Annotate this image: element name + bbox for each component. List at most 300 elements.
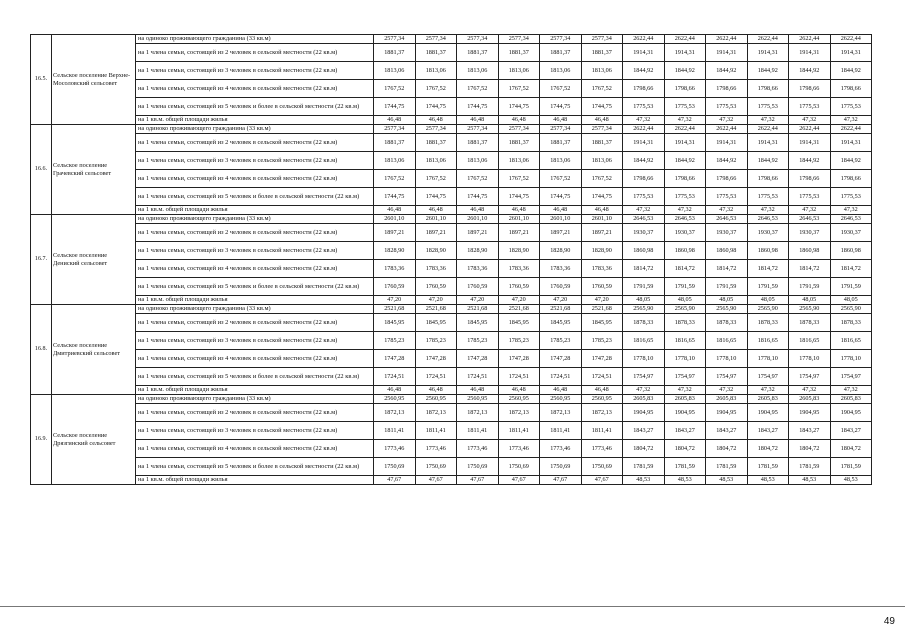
- value-cell: 1904,95: [706, 404, 748, 422]
- value-cell: 46,48: [457, 206, 499, 215]
- value-cell: 1814,72: [706, 260, 748, 278]
- value-cell: 47,20: [457, 296, 499, 305]
- value-cell: 1781,59: [664, 458, 706, 476]
- value-cell: 48,05: [747, 296, 789, 305]
- settlement-name: Сельское поселение Дмитриевский сельсовет: [52, 305, 136, 395]
- value-cell: 1798,66: [623, 80, 665, 98]
- value-cell: 2565,90: [664, 305, 706, 314]
- value-cell: 1897,21: [498, 224, 540, 242]
- value-cell: 1881,37: [457, 44, 499, 62]
- value-cell: 1843,27: [830, 422, 872, 440]
- value-cell: 1930,37: [789, 224, 831, 242]
- value-cell: 1747,28: [415, 350, 457, 368]
- table-row: [31, 440, 872, 458]
- row-description: на 1 члена семьи, состоящей из 5 человек и более в сельской местности (22 кв.м): [136, 278, 374, 296]
- value-cell: 1813,06: [581, 62, 623, 80]
- table-row: [31, 188, 872, 206]
- value-cell: 1872,13: [498, 404, 540, 422]
- value-cell: 47,32: [706, 116, 748, 125]
- row-description: на одиноко проживающего гражданина (33 кв.м): [136, 125, 374, 134]
- value-cell: 1785,23: [374, 332, 416, 350]
- value-cell: 1845,95: [415, 314, 457, 332]
- value-cell: 1783,36: [457, 260, 499, 278]
- table-row: [31, 458, 872, 476]
- value-cell: 1750,69: [498, 458, 540, 476]
- value-cell: 1811,41: [374, 422, 416, 440]
- table-row: [31, 44, 872, 62]
- value-cell: 1798,66: [830, 170, 872, 188]
- table-row: [31, 386, 872, 395]
- value-cell: 47,20: [540, 296, 582, 305]
- value-cell: 1785,23: [415, 332, 457, 350]
- row-description: на 1 кв.м. общей площади жилья: [136, 476, 374, 485]
- value-cell: 48,05: [789, 296, 831, 305]
- value-cell: 1816,65: [623, 332, 665, 350]
- value-cell: 2622,44: [747, 125, 789, 134]
- row-description: на 1 члена семьи, состоящей из 2 человек в сельской местности (22 кв.м): [136, 224, 374, 242]
- value-cell: 1881,37: [540, 134, 582, 152]
- value-cell: 1804,72: [830, 440, 872, 458]
- value-cell: 1804,72: [789, 440, 831, 458]
- value-cell: 1747,28: [498, 350, 540, 368]
- value-cell: 2605,83: [789, 395, 831, 404]
- value-cell: 1828,90: [457, 242, 499, 260]
- tariff-table-sheet: [30, 34, 871, 485]
- value-cell: 2577,34: [374, 35, 416, 44]
- page-number: 49: [883, 616, 895, 627]
- value-cell: 1914,31: [747, 44, 789, 62]
- value-cell: 1844,92: [623, 152, 665, 170]
- value-cell: 2577,34: [540, 125, 582, 134]
- value-cell: 1781,59: [789, 458, 831, 476]
- value-cell: 1860,98: [623, 242, 665, 260]
- value-cell: 47,32: [789, 386, 831, 395]
- value-cell: 1773,46: [581, 440, 623, 458]
- value-cell: 1778,10: [664, 350, 706, 368]
- table-row: [31, 242, 872, 260]
- value-cell: 47,20: [581, 296, 623, 305]
- value-cell: 1860,98: [789, 242, 831, 260]
- row-description: на 1 члена семьи, состоящей из 2 человек в сельской местности (22 кв.м): [136, 314, 374, 332]
- section-number: 16.9.: [31, 395, 52, 485]
- value-cell: 1798,66: [623, 170, 665, 188]
- value-cell: 1767,52: [415, 170, 457, 188]
- row-description: на одиноко проживающего гражданина (33 кв.м): [136, 395, 374, 404]
- value-cell: 2560,95: [415, 395, 457, 404]
- value-cell: 1724,51: [498, 368, 540, 386]
- table-row: [31, 332, 872, 350]
- value-cell: 1744,75: [581, 188, 623, 206]
- value-cell: 1781,59: [706, 458, 748, 476]
- tariff-table: [30, 34, 872, 485]
- value-cell: 1914,31: [789, 134, 831, 152]
- value-cell: 1843,27: [747, 422, 789, 440]
- value-cell: 1844,92: [789, 152, 831, 170]
- value-cell: 2646,53: [623, 215, 665, 224]
- value-cell: 1881,37: [374, 134, 416, 152]
- value-cell: 2601,10: [581, 215, 623, 224]
- value-cell: 1914,31: [747, 134, 789, 152]
- value-cell: 1767,52: [457, 170, 499, 188]
- value-cell: 1872,13: [374, 404, 416, 422]
- value-cell: 1791,59: [830, 278, 872, 296]
- value-cell: 1844,92: [830, 62, 872, 80]
- value-cell: 1775,53: [830, 98, 872, 116]
- value-cell: 1881,37: [540, 44, 582, 62]
- footer-divider: [0, 606, 905, 607]
- row-description: на 1 члена семьи, состоящей из 2 человек в сельской местности (22 кв.м): [136, 134, 374, 152]
- value-cell: 1804,72: [623, 440, 665, 458]
- value-cell: 1744,75: [415, 188, 457, 206]
- value-cell: 1828,90: [498, 242, 540, 260]
- section-number: 16.6.: [31, 125, 52, 215]
- value-cell: 1750,69: [374, 458, 416, 476]
- value-cell: 1881,37: [581, 44, 623, 62]
- table-row: [31, 80, 872, 98]
- row-description: на 1 члена семьи, состоящей из 4 человек в сельской местности (22 кв.м): [136, 80, 374, 98]
- table-row: [31, 395, 872, 404]
- value-cell: 1881,37: [415, 134, 457, 152]
- value-cell: 2560,95: [457, 395, 499, 404]
- row-description: на 1 члена семьи, состоящей из 4 человек в сельской местности (22 кв.м): [136, 260, 374, 278]
- value-cell: 1914,31: [664, 44, 706, 62]
- value-cell: 47,32: [830, 386, 872, 395]
- value-cell: 1813,06: [498, 62, 540, 80]
- table-row: [31, 98, 872, 116]
- value-cell: 1878,33: [664, 314, 706, 332]
- value-cell: 1914,31: [830, 134, 872, 152]
- value-cell: 1930,37: [830, 224, 872, 242]
- table-row: [31, 314, 872, 332]
- value-cell: 47,32: [664, 116, 706, 125]
- value-cell: 1845,95: [374, 314, 416, 332]
- table-body: [31, 35, 872, 485]
- row-description: на 1 кв.м. общей площади жилья: [136, 386, 374, 395]
- value-cell: 2521,68: [374, 305, 416, 314]
- value-cell: 2646,53: [664, 215, 706, 224]
- value-cell: 1798,66: [706, 80, 748, 98]
- value-cell: 47,32: [623, 206, 665, 215]
- value-cell: 48,53: [789, 476, 831, 485]
- row-description: на 1 члена семьи, состоящей из 5 человек и более в сельской местности (22 кв.м): [136, 458, 374, 476]
- value-cell: 1775,53: [664, 98, 706, 116]
- value-cell: 1750,69: [457, 458, 499, 476]
- value-cell: 1754,97: [706, 368, 748, 386]
- row-description: на одиноко проживающего гражданина (33 кв.м): [136, 35, 374, 44]
- table-row: [31, 278, 872, 296]
- value-cell: 1724,51: [415, 368, 457, 386]
- value-cell: 1804,72: [747, 440, 789, 458]
- value-cell: 1754,97: [830, 368, 872, 386]
- value-cell: 1724,51: [374, 368, 416, 386]
- value-cell: 1760,59: [498, 278, 540, 296]
- value-cell: 2622,44: [623, 125, 665, 134]
- value-cell: 1844,92: [664, 152, 706, 170]
- value-cell: 1897,21: [540, 224, 582, 242]
- value-cell: 1843,27: [706, 422, 748, 440]
- value-cell: 1747,28: [374, 350, 416, 368]
- value-cell: 1775,53: [706, 188, 748, 206]
- value-cell: 46,48: [374, 116, 416, 125]
- settlement-name: Сельское поселение Грачевский сельсовет: [52, 125, 136, 215]
- value-cell: 1724,51: [581, 368, 623, 386]
- value-cell: 47,67: [374, 476, 416, 485]
- value-cell: 47,20: [415, 296, 457, 305]
- value-cell: 1811,41: [415, 422, 457, 440]
- value-cell: 2521,68: [457, 305, 499, 314]
- value-cell: 1878,33: [706, 314, 748, 332]
- value-cell: 1914,31: [789, 44, 831, 62]
- value-cell: 1783,36: [540, 260, 582, 278]
- value-cell: 2646,53: [747, 215, 789, 224]
- value-cell: 1781,59: [747, 458, 789, 476]
- value-cell: 1781,59: [623, 458, 665, 476]
- value-cell: 1904,95: [789, 404, 831, 422]
- value-cell: 1881,37: [374, 44, 416, 62]
- value-cell: 1897,21: [457, 224, 499, 242]
- value-cell: 1744,75: [498, 98, 540, 116]
- row-description: на 1 члена семьи, состоящей из 5 человек и более в сельской местности (22 кв.м): [136, 188, 374, 206]
- value-cell: 1930,37: [706, 224, 748, 242]
- table-row: [31, 116, 872, 125]
- value-cell: 2622,44: [830, 35, 872, 44]
- value-cell: 47,32: [706, 386, 748, 395]
- value-cell: 1767,52: [498, 80, 540, 98]
- value-cell: 1811,41: [581, 422, 623, 440]
- value-cell: 2646,53: [706, 215, 748, 224]
- value-cell: 2605,83: [830, 395, 872, 404]
- value-cell: 1744,75: [457, 188, 499, 206]
- value-cell: 2622,44: [664, 125, 706, 134]
- value-cell: 46,48: [415, 386, 457, 395]
- value-cell: 1781,59: [830, 458, 872, 476]
- value-cell: 1860,98: [830, 242, 872, 260]
- value-cell: 47,32: [830, 206, 872, 215]
- value-cell: 1744,75: [374, 188, 416, 206]
- value-cell: 1724,51: [457, 368, 499, 386]
- value-cell: 1760,59: [540, 278, 582, 296]
- value-cell: 47,32: [747, 206, 789, 215]
- table-row: [31, 125, 872, 134]
- value-cell: 1754,97: [664, 368, 706, 386]
- value-cell: 1828,90: [540, 242, 582, 260]
- row-description: на 1 члена семьи, состоящей из 4 человек в сельской местности (22 кв.м): [136, 170, 374, 188]
- value-cell: 1881,37: [498, 44, 540, 62]
- value-cell: 1878,33: [747, 314, 789, 332]
- value-cell: 47,32: [623, 386, 665, 395]
- value-cell: 1811,41: [457, 422, 499, 440]
- value-cell: 1914,31: [623, 44, 665, 62]
- table-row: [31, 206, 872, 215]
- table-row: [31, 404, 872, 422]
- value-cell: 1813,06: [498, 152, 540, 170]
- value-cell: 2622,44: [706, 35, 748, 44]
- value-cell: 2521,68: [415, 305, 457, 314]
- value-cell: 1791,59: [747, 278, 789, 296]
- value-cell: 1744,75: [457, 98, 499, 116]
- value-cell: 46,48: [415, 206, 457, 215]
- value-cell: 47,32: [664, 386, 706, 395]
- table-row: [31, 305, 872, 314]
- value-cell: 1872,13: [457, 404, 499, 422]
- value-cell: 1747,28: [457, 350, 499, 368]
- value-cell: 47,32: [789, 116, 831, 125]
- value-cell: 2565,90: [706, 305, 748, 314]
- value-cell: 1881,37: [415, 44, 457, 62]
- value-cell: 47,20: [374, 296, 416, 305]
- value-cell: 2521,68: [581, 305, 623, 314]
- row-description: на 1 члена семьи, состоящей из 3 человек в сельской местности (22 кв.м): [136, 152, 374, 170]
- value-cell: 1775,53: [623, 188, 665, 206]
- value-cell: 1930,37: [664, 224, 706, 242]
- table-row: [31, 134, 872, 152]
- section-number: 16.7.: [31, 215, 52, 305]
- value-cell: 2622,44: [706, 125, 748, 134]
- value-cell: 1860,98: [747, 242, 789, 260]
- value-cell: 1744,75: [581, 98, 623, 116]
- value-cell: 1778,10: [623, 350, 665, 368]
- value-cell: 2622,44: [664, 35, 706, 44]
- value-cell: 1798,66: [664, 170, 706, 188]
- value-cell: 1930,37: [623, 224, 665, 242]
- value-cell: 46,48: [540, 116, 582, 125]
- value-cell: 1798,66: [830, 80, 872, 98]
- value-cell: 1750,69: [581, 458, 623, 476]
- value-cell: 1930,37: [747, 224, 789, 242]
- value-cell: 2622,44: [789, 35, 831, 44]
- value-cell: 1844,92: [747, 62, 789, 80]
- table-row: [31, 62, 872, 80]
- value-cell: 1914,31: [623, 134, 665, 152]
- value-cell: 1767,52: [374, 170, 416, 188]
- value-cell: 1744,75: [498, 188, 540, 206]
- value-cell: 1775,53: [747, 188, 789, 206]
- value-cell: 1798,66: [789, 170, 831, 188]
- row-description: на 1 члена семьи, состоящей из 4 человек в сельской местности (22 кв.м): [136, 440, 374, 458]
- value-cell: 1744,75: [540, 188, 582, 206]
- value-cell: 47,32: [830, 116, 872, 125]
- value-cell: 1813,06: [374, 62, 416, 80]
- value-cell: 48,05: [706, 296, 748, 305]
- table-row: [31, 422, 872, 440]
- value-cell: 1791,59: [664, 278, 706, 296]
- section-number: 16.5.: [31, 35, 52, 125]
- value-cell: 2605,83: [623, 395, 665, 404]
- table-row: [31, 368, 872, 386]
- value-cell: 1754,97: [789, 368, 831, 386]
- value-cell: 1791,59: [789, 278, 831, 296]
- value-cell: 46,48: [498, 206, 540, 215]
- value-cell: 1785,23: [581, 332, 623, 350]
- value-cell: 48,05: [623, 296, 665, 305]
- value-cell: 1783,36: [415, 260, 457, 278]
- value-cell: 47,67: [415, 476, 457, 485]
- value-cell: 1872,13: [581, 404, 623, 422]
- value-cell: 47,32: [664, 206, 706, 215]
- row-description: на 1 члена семьи, состоящей из 4 человек в сельской местности (22 кв.м): [136, 350, 374, 368]
- row-description: на 1 члена семьи, состоящей из 3 человек в сельской местности (22 кв.м): [136, 332, 374, 350]
- value-cell: 1798,66: [747, 80, 789, 98]
- value-cell: 1773,46: [457, 440, 499, 458]
- value-cell: 47,67: [498, 476, 540, 485]
- value-cell: 1775,53: [706, 98, 748, 116]
- value-cell: 1904,95: [830, 404, 872, 422]
- value-cell: 1778,10: [830, 350, 872, 368]
- value-cell: 1914,31: [706, 44, 748, 62]
- value-cell: 47,67: [581, 476, 623, 485]
- row-description: на 1 члена семьи, состоящей из 5 человек и более в сельской местности (22 кв.м): [136, 368, 374, 386]
- value-cell: 2601,10: [498, 215, 540, 224]
- value-cell: 1845,95: [581, 314, 623, 332]
- table-row: [31, 224, 872, 242]
- value-cell: 1773,46: [498, 440, 540, 458]
- value-cell: 1904,95: [747, 404, 789, 422]
- value-cell: 1785,23: [540, 332, 582, 350]
- value-cell: 47,32: [623, 116, 665, 125]
- row-description: на 1 члена семьи, состоящей из 5 человек и более в сельской местности (22 кв.м): [136, 98, 374, 116]
- value-cell: 1881,37: [498, 134, 540, 152]
- value-cell: 1904,95: [623, 404, 665, 422]
- value-cell: 1791,59: [706, 278, 748, 296]
- value-cell: 2565,90: [830, 305, 872, 314]
- value-cell: 1744,75: [374, 98, 416, 116]
- value-cell: 1760,59: [457, 278, 499, 296]
- value-cell: 1813,06: [415, 152, 457, 170]
- value-cell: 1843,27: [623, 422, 665, 440]
- value-cell: 46,48: [498, 116, 540, 125]
- value-cell: 1813,06: [415, 62, 457, 80]
- value-cell: 1872,13: [540, 404, 582, 422]
- value-cell: 1811,41: [540, 422, 582, 440]
- value-cell: 1767,52: [581, 80, 623, 98]
- value-cell: 1773,46: [540, 440, 582, 458]
- value-cell: 1775,53: [789, 98, 831, 116]
- value-cell: 1744,75: [415, 98, 457, 116]
- row-description: на 1 члена семьи, состоящей из 2 человек в сельской местности (22 кв.м): [136, 404, 374, 422]
- value-cell: 2577,34: [581, 125, 623, 134]
- value-cell: 1897,21: [415, 224, 457, 242]
- table-row: [31, 35, 872, 44]
- value-cell: 1813,06: [581, 152, 623, 170]
- value-cell: 1767,52: [540, 80, 582, 98]
- value-cell: 1828,90: [415, 242, 457, 260]
- value-cell: 2521,68: [498, 305, 540, 314]
- value-cell: 2646,53: [830, 215, 872, 224]
- value-cell: 2577,34: [581, 35, 623, 44]
- value-cell: 46,48: [540, 386, 582, 395]
- value-cell: 46,48: [581, 386, 623, 395]
- settlement-name: Сельское поселение Дениский сельсовет: [52, 215, 136, 305]
- value-cell: 2601,10: [540, 215, 582, 224]
- row-description: на 1 члена семьи, состоящей из 3 человек в сельской местности (22 кв.м): [136, 242, 374, 260]
- value-cell: 1860,98: [664, 242, 706, 260]
- value-cell: 2601,10: [457, 215, 499, 224]
- value-cell: 1878,33: [830, 314, 872, 332]
- value-cell: 1798,66: [664, 80, 706, 98]
- value-cell: 1843,27: [664, 422, 706, 440]
- value-cell: 47,32: [706, 206, 748, 215]
- settlement-name: Сельское поселение Дрязгинский сельсовет: [52, 395, 136, 485]
- value-cell: 2605,83: [664, 395, 706, 404]
- value-cell: 2577,34: [457, 35, 499, 44]
- value-cell: 48,53: [830, 476, 872, 485]
- value-cell: 1778,10: [706, 350, 748, 368]
- value-cell: 1767,52: [415, 80, 457, 98]
- value-cell: 46,48: [374, 386, 416, 395]
- value-cell: 1775,53: [623, 98, 665, 116]
- value-cell: 1878,33: [623, 314, 665, 332]
- value-cell: 1814,72: [830, 260, 872, 278]
